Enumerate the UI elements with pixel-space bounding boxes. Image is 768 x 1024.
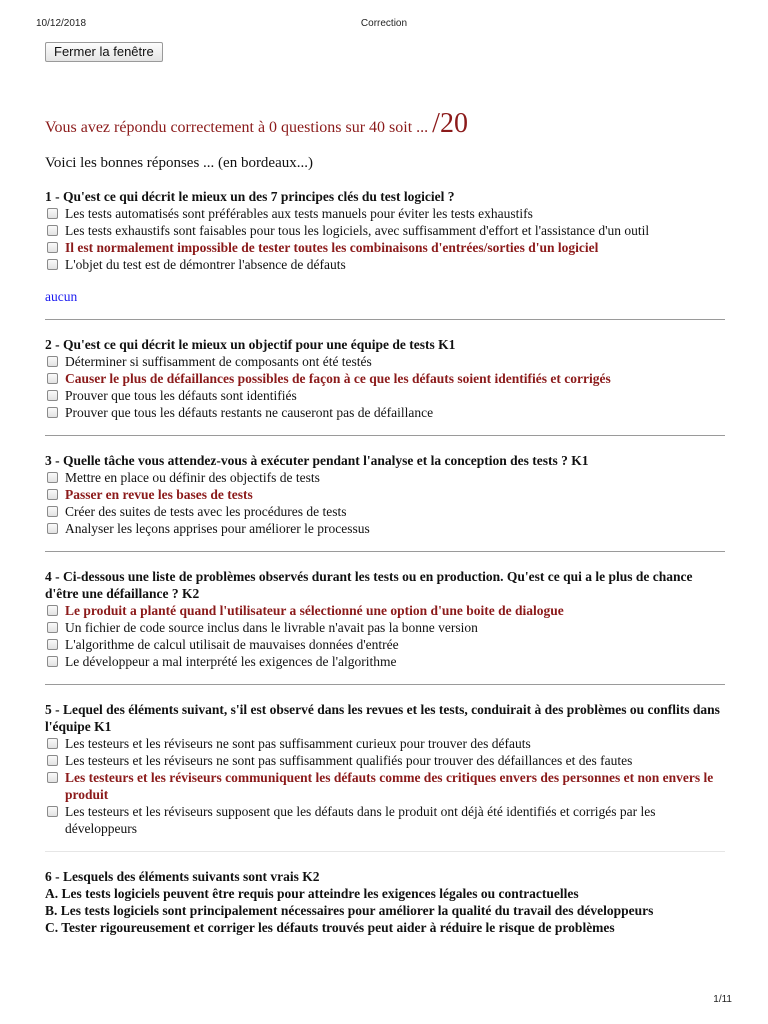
question-4 [45, 568, 725, 670]
question-title: 4 - Ci-dessous une liste de problèmes observés durant les tests ou en production. Qu'est ce qui a le plus de chance d'être une défaillance ? K2 [45, 569, 693, 601]
option[interactable] [45, 387, 725, 404]
user-answer: aucun [45, 289, 78, 304]
checkbox[interactable] [47, 523, 58, 534]
checkbox[interactable] [47, 208, 58, 219]
checkbox[interactable] [47, 772, 58, 783]
question-title: 3 - Quelle tâche vous attendez-vous à exécuter pendant l'analyse et la conception des tests ? K1 [45, 453, 589, 468]
print-date: 10/12/2018 [36, 18, 87, 29]
option-label: Le développeur a mal interprété les exigences de l'algorithme [65, 654, 397, 669]
checkbox[interactable] [47, 656, 58, 667]
question-1 [45, 188, 725, 305]
option-label: L'algorithme de calcul utilisait de mauvaises données d'entrée [65, 637, 399, 652]
option[interactable] [45, 520, 725, 537]
option-label: Le produit a planté quand l'utilisateur a sélectionné une option d'une boite de dialogue [65, 603, 564, 618]
page-number: 1/11 [713, 994, 732, 1005]
checkbox[interactable] [47, 605, 58, 616]
option[interactable] [45, 469, 725, 486]
score-total: /20 [432, 108, 468, 139]
option-label: Les testeurs et les réviseurs ne sont pas suffisamment curieux pour trouver des défauts [65, 736, 531, 751]
option[interactable] [45, 404, 725, 421]
question-title: 1 - Qu'est ce qui décrit le mieux un des 7 principes clés du test logiciel ? [45, 189, 455, 204]
questions-list [45, 188, 725, 936]
divider [45, 435, 725, 436]
checkbox[interactable] [47, 225, 58, 236]
checkbox[interactable] [47, 489, 58, 500]
option[interactable] [45, 735, 725, 752]
checkbox[interactable] [47, 622, 58, 633]
checkbox[interactable] [47, 356, 58, 367]
option-label: Analyser les leçons apprises pour améliorer le processus [65, 521, 370, 536]
option[interactable] [45, 205, 725, 222]
statement: A. Les tests logiciels peuvent être requis pour atteindre les exigences légales ou contractuelles [45, 886, 579, 901]
score-text: Vous avez répondu correctement à 0 questions sur 40 soit ... [45, 119, 433, 136]
checkbox[interactable] [47, 755, 58, 766]
option[interactable] [45, 636, 725, 653]
option-label: Déterminer si suffisamment de composants ont été testés [65, 354, 372, 369]
checkbox[interactable] [47, 259, 58, 270]
checkbox[interactable] [47, 806, 58, 817]
checkbox[interactable] [47, 738, 58, 749]
divider [45, 684, 725, 685]
option-label: Passer en revue les bases de tests [65, 487, 253, 502]
question-title: 5 - Lequel des éléments suivant, s'il est observé dans les revues et les tests, conduirait à des problèmes ou conflits dans l'équipe K1 [45, 702, 720, 734]
print-title: Correction [360, 18, 408, 29]
question-title: 6 - Lesquels des éléments suivants sont vrais K2 [45, 869, 320, 884]
checkbox[interactable] [47, 373, 58, 384]
option[interactable] [45, 353, 725, 370]
option-label: Les tests automatisés sont préférables aux tests manuels pour éviter les tests exhaustifs [65, 206, 533, 221]
intro-text: Voici les bonnes réponses ... (en bordeaux...) [45, 155, 313, 171]
option-label: Les testeurs et les réviseurs communiquent les défauts comme des critiques envers des personnes et non envers le produit [65, 770, 714, 802]
option-label: Il est normalement impossible de tester toutes les combinaisons d'entrées/sorties d'un logiciel [65, 240, 599, 255]
option[interactable] [45, 653, 725, 670]
option-correct[interactable] [45, 769, 725, 803]
statement: C. Tester rigoureusement et corriger les défauts trouvés peut aider à réduire le risque de problèmes [45, 920, 615, 935]
checkbox[interactable] [47, 472, 58, 483]
score-summary [45, 108, 468, 140]
question-6 [45, 868, 725, 936]
option-label: L'objet du test est de démontrer l'absence de défauts [65, 257, 346, 272]
question-5 [45, 701, 725, 837]
option-correct[interactable] [45, 602, 725, 619]
option-label: Prouver que tous les défauts restants ne causeront pas de défaillance [65, 405, 434, 420]
option-label: Un fichier de code source inclus dans le livrable n'avait pas la bonne version [65, 620, 478, 635]
option-label: Causer le plus de défaillances possibles de façon à ce que les défauts soient identifiés et corrigés [65, 371, 611, 386]
question-2 [45, 336, 725, 421]
question-title: 2 - Qu'est ce qui décrit le mieux un objectif pour une équipe de tests K1 [45, 337, 456, 352]
option-label: Les tests exhaustifs sont faisables pour tous les logiciels, avec suffisamment d'effort et l'assistance d'un outil [65, 223, 650, 238]
close-window-button[interactable]: Fermer la fenêtre [45, 42, 163, 62]
checkbox[interactable] [47, 639, 58, 650]
divider [45, 319, 725, 320]
option-label: Prouver que tous les défauts sont identifiés [65, 388, 297, 403]
option[interactable] [45, 503, 725, 520]
option[interactable] [45, 256, 725, 273]
checkbox[interactable] [47, 506, 58, 517]
option[interactable] [45, 803, 725, 837]
divider [45, 851, 725, 852]
checkbox[interactable] [47, 242, 58, 253]
option-label: Les testeurs et les réviseurs ne sont pas suffisamment qualifiés pour trouver des défaillances et des fautes [65, 753, 633, 768]
option-correct[interactable] [45, 239, 725, 256]
option[interactable] [45, 619, 725, 636]
option-correct[interactable] [45, 370, 725, 387]
statement: B. Les tests logiciels sont principalement nécessaires pour améliorer la qualité du travail des développeurs [45, 903, 654, 918]
option-label: Mettre en place ou définir des objectifs de tests [65, 470, 320, 485]
checkbox[interactable] [47, 390, 58, 401]
checkbox[interactable] [47, 407, 58, 418]
option[interactable] [45, 752, 725, 769]
divider [45, 551, 725, 552]
question-3 [45, 452, 725, 537]
option[interactable] [45, 222, 725, 239]
option-label: Créer des suites de tests avec les procédures de tests [65, 504, 347, 519]
option-correct[interactable] [45, 486, 725, 503]
option-label: Les testeurs et les réviseurs supposent que les défauts dans le produit ont déjà été identifiés et corrigés par les développeurs [65, 804, 656, 836]
